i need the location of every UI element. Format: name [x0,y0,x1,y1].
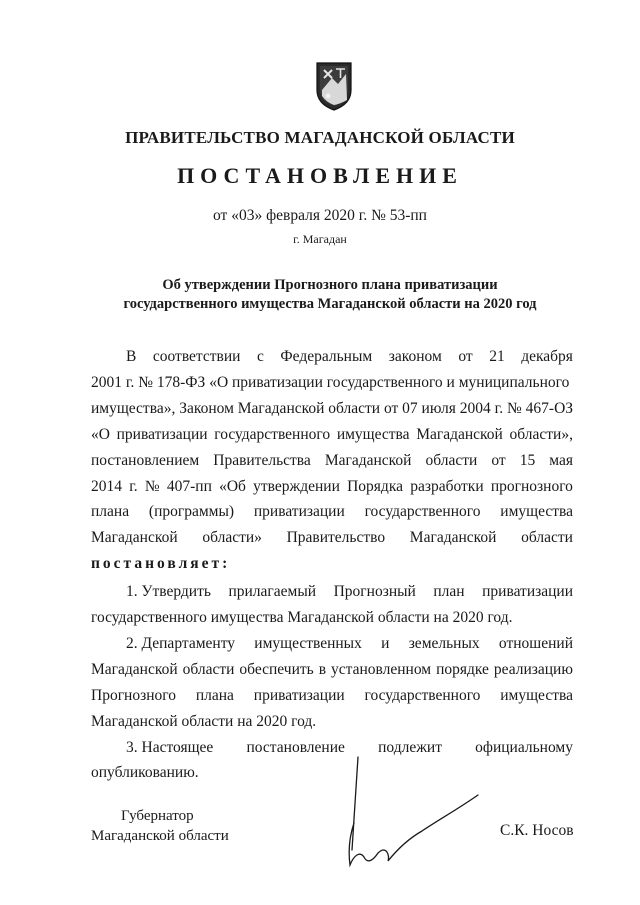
body-word: «О [91,425,110,443]
body-word: имущественных [254,634,362,652]
body-word: 2001 г. № 178-ФЗ «О приватизации государственного и муниципального [91,373,570,391]
body-word: области [521,529,573,547]
body-line [91,502,573,522]
body-word: Порядка [347,477,403,495]
body-word: государственного имущества Магаданской области на 2020 год. [91,609,513,626]
body-word: отношений [498,634,573,652]
body-word: реализацию [493,660,573,678]
body-word: (программы) [148,503,235,521]
body-line [126,347,573,367]
title-line: государственного имущества Магаданской области на 2020 год [123,296,537,312]
body-word: области [182,660,235,678]
body-word: от [491,451,506,469]
organization-name: ПРАВИТЕЛЬСТВО МАГАДАНСКОЙ ОБЛАСТИ [125,128,515,147]
body-line [91,712,573,732]
body-line [91,608,573,628]
body-word: 2. Департаменту [126,634,236,652]
body-word: земельных [408,634,480,652]
body-line [126,634,573,654]
body-word: декабря [521,348,573,365]
body-word: постановление [246,738,345,756]
signatory-role-line: Губернатор [121,808,194,824]
body-word: 2014 [91,477,122,495]
body-word: государственного [364,686,481,704]
coat-of-arms-emblem [314,60,354,112]
body-word: разработки [410,477,484,495]
body-word: имущества [500,686,573,704]
body-line [91,373,573,393]
body-word: установленном [330,660,432,678]
body-word: области [425,451,478,469]
document-type: ПОСТАНОВЛЕНИЕ [177,163,463,188]
body-word: соответствии [152,348,241,365]
body-word: государственного [214,425,331,443]
body-word: Федеральным [280,348,373,365]
body-word: 3. Настоящее [126,738,214,756]
body-word: Магаданской области на 2020 год. [91,712,317,730]
handwritten-signature [330,755,490,875]
body-word: Магаданской [324,451,412,469]
body-word: порядке [436,660,489,678]
body-word: Магаданской [91,660,178,678]
body-word: Магаданской [416,425,503,443]
body-word: имущества», Законом Магаданской области от 07 июля 2004 г. № 467-ОЗ [91,399,574,417]
body-word: законом [388,348,442,365]
body-word: № [144,477,160,495]
body-word: с [257,348,264,365]
body-word: Правительства [213,451,311,469]
body-line [91,686,573,706]
body-line [91,399,573,419]
body-line [91,451,573,471]
body-word: «Об [219,477,246,495]
body-word: В [126,348,137,365]
body-word: области», [509,425,573,443]
title-line: Об утверждении Прогнозного плана приватизации [162,277,498,293]
body-word: приватизации [482,583,573,601]
body-word: от [458,348,473,365]
body-word: области» [202,529,262,547]
body-word: приватизации [253,503,345,521]
body-word: плана [91,503,130,521]
body-word: имущества [500,503,573,521]
body-word: Магаданской [91,529,178,547]
signatory-role-line: Магаданской области [91,828,229,844]
signatory-position [91,806,229,846]
body-word: 407-пп [166,477,212,495]
body-word: утверждении [253,477,340,495]
body-word: обеспечить [239,660,314,678]
body-line [126,582,573,602]
body-word: 15 [519,451,536,469]
body-word: г. [129,477,138,495]
body-word: Прогнозного [91,686,176,704]
body-word: приватизации [253,686,345,704]
signatory-name: С.К. Носов [500,822,574,839]
body-word: прилагаемый [228,583,317,601]
body-line [91,660,573,680]
body-word: государственного [364,503,481,521]
body-word: прогнозного [490,477,573,495]
body-word: в [318,660,327,678]
body-word: опубликованию. [91,764,199,782]
body-word: 1. Утвердить [126,583,211,601]
body-word: Прогнозный [333,583,416,601]
body-word: и [381,634,390,652]
body-word: Магаданской [409,529,497,547]
resolves-word: постановляет: [91,555,231,573]
body-word: постановлением [91,451,200,469]
body-word: 21 [489,348,505,365]
body-word: приватизации [116,425,208,443]
body-word: Правительство [286,529,386,547]
body-word: подлежит [378,738,442,756]
document-date-number: от «03» февраля 2020 г. № 53-пп [213,207,427,224]
document-title [60,276,600,314]
body-word: плана [195,686,234,704]
body-word: официальному [475,738,573,756]
body-word: план [433,583,465,601]
body-word: имущества [336,425,410,443]
body-line [91,528,573,548]
body-word: мая [549,451,573,469]
body-line [91,425,573,445]
body-line [91,477,573,497]
document-city: г. Магадан [293,232,347,246]
